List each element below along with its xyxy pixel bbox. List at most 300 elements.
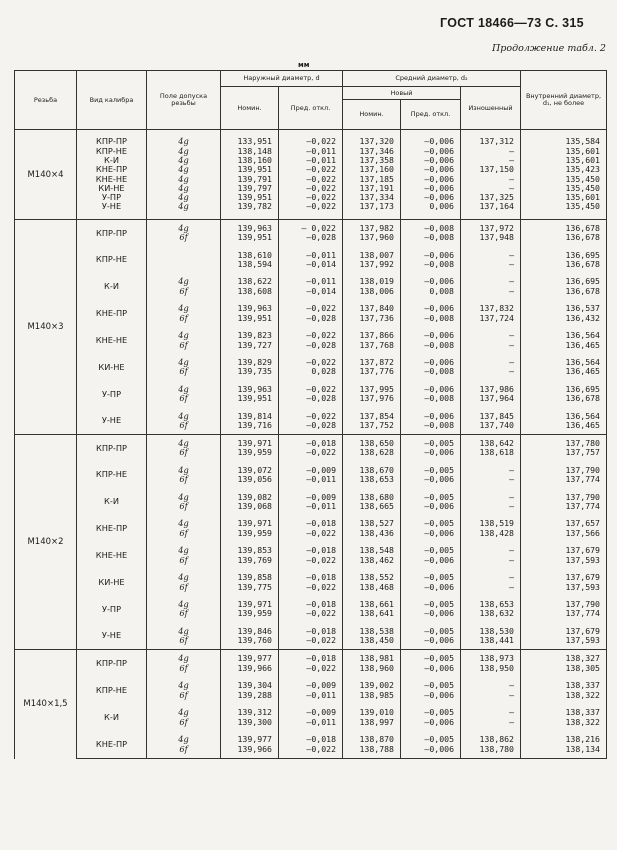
- cell-value: 135,601: [565, 145, 600, 156]
- cell-value: 6f: [179, 339, 188, 350]
- cell-value: 4g: [178, 145, 189, 156]
- cell-value: —0,005: [424, 599, 454, 610]
- cell-value: 136,678: [565, 258, 600, 269]
- worn-cell: [461, 731, 521, 758]
- cell-value: —0,005: [424, 625, 454, 636]
- gauge-type-cell: [77, 488, 147, 515]
- mean-deviation-cell: [401, 462, 461, 489]
- cell-value: —0,022: [306, 527, 336, 538]
- cell-value: 6f: [179, 473, 188, 484]
- cell-value: У-ПР: [101, 603, 122, 614]
- cell-value: 137,790: [565, 464, 600, 475]
- cell-value: —0,006: [424, 500, 454, 511]
- cell-value: 138,337: [565, 707, 600, 718]
- cell-value: —0,005: [424, 707, 454, 718]
- mean-deviation-cell: [401, 300, 461, 327]
- mean-nominal-cell: [343, 488, 401, 515]
- col-inner: Внутренний диаметр, d₁, не более: [521, 71, 607, 130]
- mean-deviation-cell: [401, 273, 461, 300]
- gauge-type-cell: [77, 569, 147, 596]
- tolerance-cell: [147, 677, 221, 704]
- cell-value: —: [509, 500, 514, 511]
- mean-nominal-cell: [343, 354, 401, 381]
- cell-value: КИ-НЕ: [98, 576, 125, 587]
- cell-value: 137,346: [359, 145, 394, 156]
- cell-value: 138,462: [359, 554, 394, 565]
- cell-value: 139,963: [237, 222, 272, 233]
- cell-value: —0,008: [424, 339, 454, 350]
- cell-value: 137,866: [359, 330, 394, 341]
- cell-value: —0,022: [306, 581, 336, 592]
- cell-value: —0,018: [306, 734, 336, 745]
- mean-deviation-cell: [401, 650, 461, 677]
- cell-value: 4g: [178, 276, 189, 287]
- table-row: [15, 327, 607, 354]
- cell-value: 4g: [178, 707, 189, 718]
- cell-value: 137,854: [359, 410, 394, 421]
- cell-value: —0,008: [424, 312, 454, 323]
- inner-diameter-cell: [521, 300, 607, 327]
- cell-value: 137,312: [479, 136, 514, 147]
- tolerance-cell: [147, 327, 221, 354]
- outer-nominal-cell: [221, 488, 279, 515]
- cell-value: 4g: [178, 173, 189, 184]
- outer-deviation-cell: [279, 354, 343, 381]
- table-row: [15, 569, 607, 596]
- cell-value: 139,814: [237, 410, 272, 421]
- cell-value: 139,769: [237, 554, 272, 565]
- inner-diameter-cell: [521, 220, 607, 247]
- cell-value: 136,465: [565, 419, 600, 430]
- cell-value: 139,951: [237, 232, 272, 243]
- cell-value: У-ПР: [101, 192, 122, 203]
- cell-value: 139,760: [237, 635, 272, 646]
- cell-value: —0,022: [306, 182, 336, 193]
- gauge-type-cell: [77, 623, 147, 650]
- mean-deviation-cell: [401, 677, 461, 704]
- cell-value: 138,594: [237, 258, 272, 269]
- cell-value: 137,832: [479, 303, 514, 314]
- cell-value: 137,982: [359, 222, 394, 233]
- cell-value: 139,951: [237, 192, 272, 203]
- outer-nominal-cell: [221, 677, 279, 704]
- cell-value: 139,010: [359, 707, 394, 718]
- inner-diameter-cell: [521, 596, 607, 623]
- cell-value: 137,740: [479, 419, 514, 430]
- mean-deviation-cell: [401, 381, 461, 408]
- cell-value: —0,006: [424, 173, 454, 184]
- cell-value: 138,007: [359, 249, 394, 260]
- cell-value: 139,858: [237, 572, 272, 583]
- cell-value: 137,768: [359, 339, 394, 350]
- cell-value: 4g: [178, 192, 189, 203]
- cell-value: —0,005: [424, 518, 454, 529]
- cell-value: 0,008: [429, 285, 454, 296]
- cell-value: —0,018: [306, 572, 336, 583]
- cell-value: 136,564: [565, 410, 600, 421]
- cell-value: 139,082: [237, 491, 272, 502]
- cell-value: 4g: [178, 136, 189, 147]
- gauge-type-cell: [77, 354, 147, 381]
- outer-nominal-cell: [221, 381, 279, 408]
- cell-value: 138,519: [479, 518, 514, 529]
- cell-value: 137,776: [359, 366, 394, 377]
- cell-value: 139,797: [237, 182, 272, 193]
- cell-value: 137,790: [565, 491, 600, 502]
- worn-cell: [461, 435, 521, 462]
- cell-value: 138,981: [359, 653, 394, 664]
- gauge-type-cell: [77, 435, 147, 462]
- cell-value: У-НЕ: [101, 201, 122, 212]
- cell-value: 138,661: [359, 599, 394, 610]
- cell-value: 139,846: [237, 625, 272, 636]
- worn-cell: [461, 130, 521, 220]
- cell-value: —0,022: [306, 201, 336, 212]
- outer-nominal-cell: [221, 273, 279, 300]
- outer-deviation-cell: [279, 623, 343, 650]
- cell-value: 6f: [179, 635, 188, 646]
- cell-value: 4g: [178, 653, 189, 664]
- cell-value: —0,008: [424, 222, 454, 233]
- cell-value: —0,006: [424, 330, 454, 341]
- cell-value: —0,022: [306, 330, 336, 341]
- gauge-type-cell: [77, 462, 147, 489]
- outer-nominal-cell: [221, 354, 279, 381]
- cell-value: —0,006: [424, 743, 454, 754]
- cell-value: 137,964: [479, 393, 514, 404]
- outer-deviation-cell: [279, 327, 343, 354]
- cell-value: 137,724: [479, 312, 514, 323]
- cell-value: 137,325: [479, 192, 514, 203]
- cell-value: 136,465: [565, 366, 600, 377]
- mean-deviation-cell: [401, 731, 461, 758]
- table-row: [15, 220, 607, 247]
- cell-value: 137,780: [565, 438, 600, 449]
- cell-value: 6f: [179, 689, 188, 700]
- cell-value: —0,022: [306, 554, 336, 565]
- cell-value: 138,632: [479, 608, 514, 619]
- cell-value: —0,006: [424, 136, 454, 147]
- gauge-type-cell: [77, 596, 147, 623]
- tolerance-cell: [147, 462, 221, 489]
- cell-value: 138,468: [359, 581, 394, 592]
- cell-value: 6f: [179, 232, 188, 243]
- cell-value: 4g: [178, 201, 189, 212]
- mean-nominal-cell: [343, 300, 401, 327]
- cell-value: —: [509, 285, 514, 296]
- outer-nominal-cell: [221, 462, 279, 489]
- cell-value: 138,628: [359, 447, 394, 458]
- outer-deviation-cell: [279, 569, 343, 596]
- page-header: ГОСТ 18466—73 С. 315: [440, 16, 584, 30]
- cell-value: —: [509, 680, 514, 691]
- unit-label: мм: [298, 61, 310, 69]
- cell-value: 6f: [179, 366, 188, 377]
- cell-value: 6f: [179, 500, 188, 511]
- cell-value: 139,735: [237, 366, 272, 377]
- cell-value: —0,018: [306, 438, 336, 449]
- cell-value: 6f: [179, 743, 188, 754]
- cell-value: 137,173: [359, 201, 394, 212]
- cell-value: 137,948: [479, 232, 514, 243]
- worn-cell: [461, 408, 521, 435]
- cell-value: КНЕ-НЕ: [95, 549, 128, 560]
- cell-value: —0,006: [424, 410, 454, 421]
- table-row: [15, 596, 607, 623]
- gauge-type-cell: [77, 300, 147, 327]
- cell-value: 137,593: [565, 635, 600, 646]
- thread-designation: M140×3: [15, 220, 77, 435]
- mean-deviation-cell: [401, 246, 461, 273]
- cell-value: 137,976: [359, 393, 394, 404]
- tolerance-cell: [147, 408, 221, 435]
- cell-value: —0,005: [424, 438, 454, 449]
- mean-deviation-cell: [401, 408, 461, 435]
- cell-value: 4g: [178, 383, 189, 394]
- thread-designation: M140×1,5: [15, 650, 77, 759]
- mean-nominal-cell: [343, 515, 401, 542]
- table-row: [15, 408, 607, 435]
- tolerance-cell: [147, 596, 221, 623]
- cell-value: 138,780: [479, 743, 514, 754]
- cell-value: 139,300: [237, 716, 272, 727]
- outer-nominal-cell: [221, 130, 279, 220]
- inner-diameter-cell: [521, 408, 607, 435]
- cell-value: —0,006: [424, 554, 454, 565]
- outer-nominal-cell: [221, 704, 279, 731]
- cell-value: 137,593: [565, 554, 600, 565]
- cell-value: —: [509, 154, 514, 165]
- cell-value: 6f: [179, 312, 188, 323]
- cell-value: 139,971: [237, 599, 272, 610]
- cell-value: 4g: [178, 734, 189, 745]
- outer-nominal-cell: [221, 542, 279, 569]
- cell-value: 138,653: [479, 599, 514, 610]
- cell-value: —0,018: [306, 599, 336, 610]
- col-new: Новый: [343, 87, 461, 100]
- table-row: [15, 462, 607, 489]
- cell-value: —: [509, 357, 514, 368]
- cell-value: 137,679: [565, 625, 600, 636]
- gauge-type-cell: [77, 515, 147, 542]
- outer-deviation-cell: [279, 515, 343, 542]
- cell-value: —0,006: [424, 447, 454, 458]
- mean-nominal-cell: [343, 623, 401, 650]
- gauge-type-cell: [77, 542, 147, 569]
- cell-value: КПР-ПР: [96, 227, 127, 238]
- cell-value: 137,657: [565, 518, 600, 529]
- col-outer: Наружный диаметр, d: [221, 71, 343, 87]
- worn-cell: [461, 246, 521, 273]
- cell-value: 137,840: [359, 303, 394, 314]
- cell-value: 136,695: [565, 249, 600, 260]
- cell-value: 138,610: [237, 249, 272, 260]
- cell-value: —0,022: [306, 608, 336, 619]
- cell-value: 139,304: [237, 680, 272, 691]
- mean-nominal-cell: [343, 220, 401, 247]
- outer-nominal-cell: [221, 327, 279, 354]
- cell-value: 138,148: [237, 145, 272, 156]
- cell-value: 137,774: [565, 608, 600, 619]
- cell-value: 135,584: [565, 136, 600, 147]
- cell-value: 4g: [178, 222, 189, 233]
- cell-value: —0,006: [424, 154, 454, 165]
- cell-value: —0,006: [424, 383, 454, 394]
- cell-value: —: [509, 716, 514, 727]
- cell-value: КПР-НЕ: [95, 145, 128, 156]
- outer-nominal-cell: [221, 731, 279, 758]
- cell-value: —: [509, 545, 514, 556]
- cell-value: КПР-ПР: [96, 657, 127, 668]
- cell-value: 137,736: [359, 312, 394, 323]
- cell-value: 136,695: [565, 276, 600, 287]
- outer-nominal-cell: [221, 246, 279, 273]
- table-row: [15, 488, 607, 515]
- cell-value: 135,450: [565, 182, 600, 193]
- cell-value: —0,028: [306, 232, 336, 243]
- gauge-type-cell: [77, 220, 147, 247]
- worn-cell: [461, 677, 521, 704]
- cell-value: 139,963: [237, 383, 272, 394]
- tolerance-cell: [147, 542, 221, 569]
- table-row: [15, 273, 607, 300]
- cell-value: 139,002: [359, 680, 394, 691]
- cell-value: 6f: [179, 581, 188, 592]
- cell-value: 4g: [178, 164, 189, 175]
- mean-nominal-cell: [343, 130, 401, 220]
- worn-cell: [461, 327, 521, 354]
- tolerance-cell: [147, 273, 221, 300]
- mean-deviation-cell: [401, 515, 461, 542]
- cell-value: —0,008: [424, 393, 454, 404]
- cell-value: 138,450: [359, 635, 394, 646]
- cell-value: 139,959: [237, 608, 272, 619]
- cell-value: К-И: [104, 712, 119, 723]
- cell-value: 138,428: [479, 527, 514, 538]
- cell-value: —0,005: [424, 491, 454, 502]
- cell-value: —0,022: [306, 662, 336, 673]
- mean-nominal-cell: [343, 381, 401, 408]
- cell-value: —0,006: [424, 689, 454, 700]
- cell-value: 6f: [179, 447, 188, 458]
- cell-value: 4g: [178, 518, 189, 529]
- gauge-type-cell: [77, 130, 147, 220]
- cell-value: 139,977: [237, 734, 272, 745]
- cell-value: 139,966: [237, 662, 272, 673]
- cell-value: —0,022: [306, 635, 336, 646]
- cell-value: 138,538: [359, 625, 394, 636]
- cell-value: 138,006: [359, 285, 394, 296]
- cell-value: 137,185: [359, 173, 394, 184]
- cell-value: —: [509, 258, 514, 269]
- cell-value: 4g: [178, 464, 189, 475]
- cell-value: 139,056: [237, 473, 272, 484]
- cell-value: 137,358: [359, 154, 394, 165]
- cell-value: 139,312: [237, 707, 272, 718]
- worn-cell: [461, 462, 521, 489]
- cell-value: 4g: [178, 625, 189, 636]
- outer-nominal-cell: [221, 515, 279, 542]
- cell-value: 137,845: [479, 410, 514, 421]
- cell-value: —0,006: [424, 608, 454, 619]
- cell-value: 6f: [179, 662, 188, 673]
- cell-value: 138,788: [359, 743, 394, 754]
- cell-value: 138,134: [565, 743, 600, 754]
- inner-diameter-cell: [521, 515, 607, 542]
- table-body: [15, 130, 607, 759]
- worn-cell: [461, 515, 521, 542]
- outer-nominal-cell: [221, 435, 279, 462]
- col-gauge: Вид калибра: [77, 71, 147, 130]
- cell-value: —0,028: [306, 419, 336, 430]
- cell-value: К-И: [104, 154, 119, 165]
- inner-diameter-cell: [521, 327, 607, 354]
- table-row: [15, 731, 607, 758]
- mean-deviation-cell: [401, 435, 461, 462]
- cell-value: КНЕ-НЕ: [95, 334, 128, 345]
- worn-cell: [461, 220, 521, 247]
- cell-value: КНЕ-ПР: [95, 523, 128, 534]
- cell-value: 0,028: [311, 366, 336, 377]
- tolerance-cell: [147, 704, 221, 731]
- cell-value: 6f: [179, 716, 188, 727]
- cell-value: 137,334: [359, 192, 394, 203]
- cell-value: 138,552: [359, 572, 394, 583]
- cell-value: 137,790: [565, 599, 600, 610]
- cell-value: —0,028: [306, 339, 336, 350]
- outer-deviation-cell: [279, 246, 343, 273]
- inner-diameter-cell: [521, 542, 607, 569]
- cell-value: —0,022: [306, 410, 336, 421]
- cell-value: 138,216: [565, 734, 600, 745]
- gauge-table: [14, 70, 607, 759]
- mean-deviation-cell: [401, 130, 461, 220]
- col-worn: Изношенный: [461, 87, 521, 130]
- mean-nominal-cell: [343, 542, 401, 569]
- cell-value: 4g: [178, 330, 189, 341]
- worn-cell: [461, 596, 521, 623]
- cell-value: КПР-НЕ: [95, 469, 128, 480]
- cell-value: 139,951: [237, 393, 272, 404]
- tolerance-cell: [147, 515, 221, 542]
- cell-value: 138,337: [565, 680, 600, 691]
- outer-deviation-cell: [279, 300, 343, 327]
- cell-value: 137,320: [359, 136, 394, 147]
- cell-value: 137,593: [565, 581, 600, 592]
- outer-deviation-cell: [279, 731, 343, 758]
- cell-value: —0,022: [306, 136, 336, 147]
- cell-value: —0,005: [424, 734, 454, 745]
- cell-value: 138,997: [359, 716, 394, 727]
- gauge-type-cell: [77, 677, 147, 704]
- tolerance-cell: [147, 435, 221, 462]
- gauge-table-container: [14, 70, 606, 759]
- outer-nominal-cell: [221, 650, 279, 677]
- cell-value: У-НЕ: [101, 630, 122, 641]
- mean-deviation-cell: [401, 569, 461, 596]
- cell-value: 139,716: [237, 419, 272, 430]
- worn-cell: [461, 381, 521, 408]
- cell-value: —: [509, 473, 514, 484]
- worn-cell: [461, 569, 521, 596]
- cell-value: —0,018: [306, 518, 336, 529]
- worn-cell: [461, 354, 521, 381]
- cell-value: 139,853: [237, 545, 272, 556]
- inner-diameter-cell: [521, 130, 607, 220]
- cell-value: 138,327: [565, 653, 600, 664]
- table-head: [15, 71, 607, 130]
- cell-value: 0,006: [429, 201, 454, 212]
